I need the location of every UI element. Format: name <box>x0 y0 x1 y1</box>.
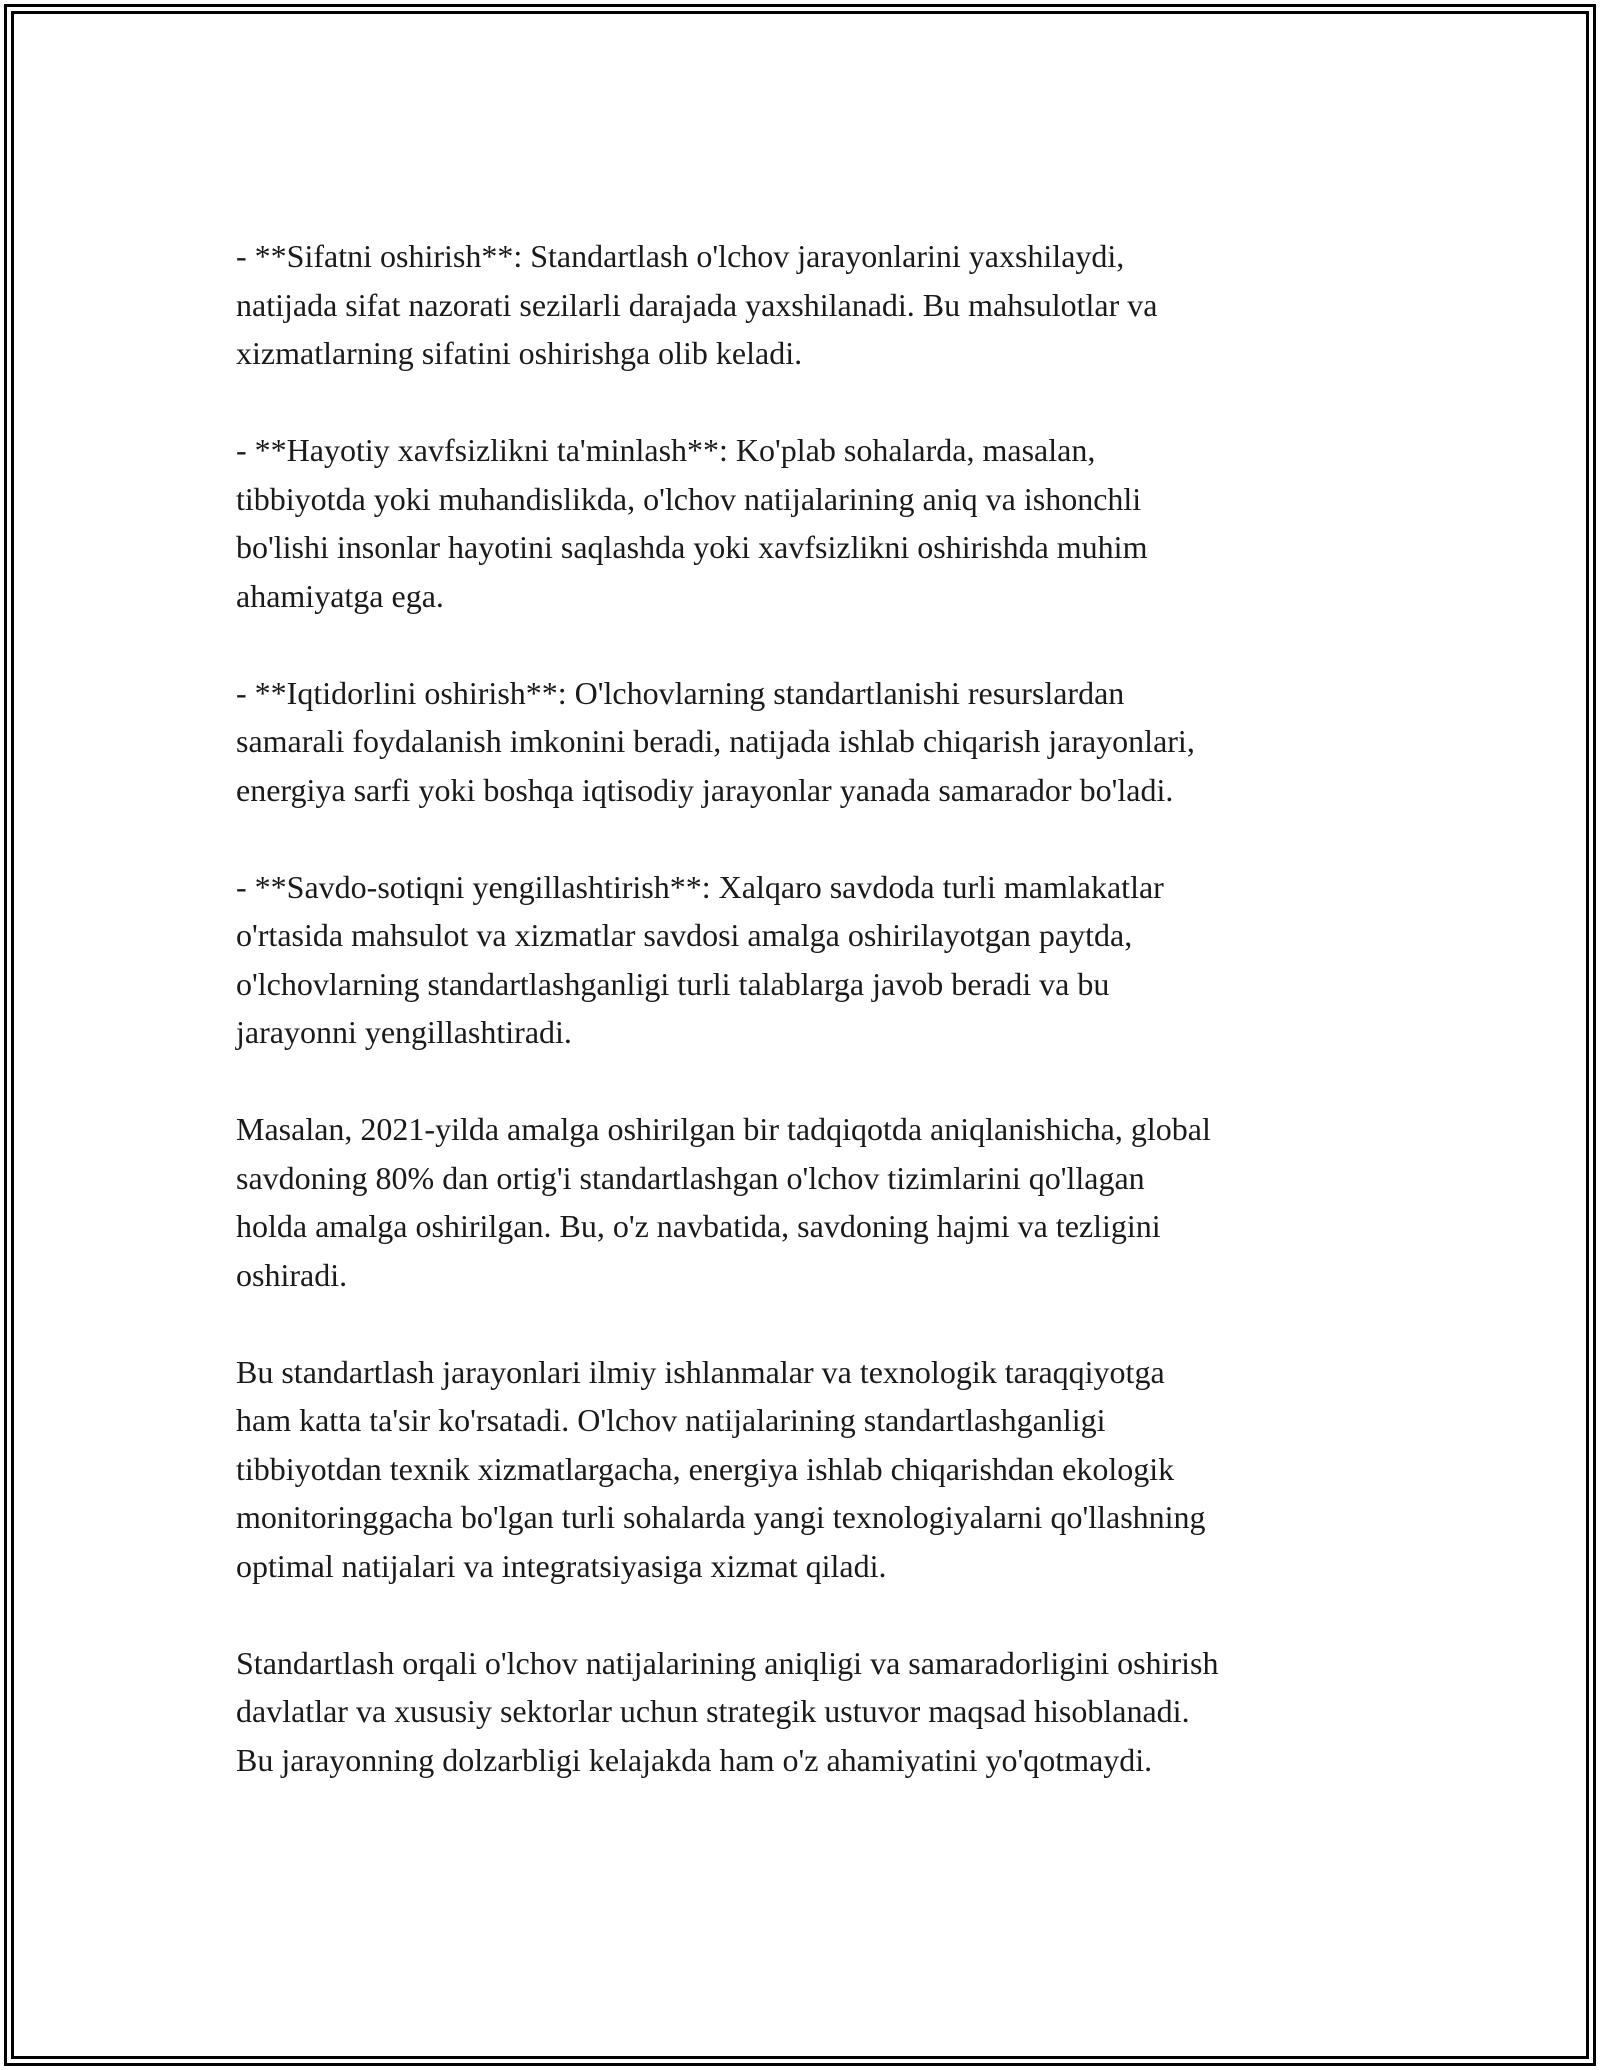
paragraph-safety: - **Hayotiy xavfsizlikni ta'minlash**: Ko'plab sohalarda, masalan, tibbiyotda yoki muhandislikda, o'lchov natijalarining aniq va ishonchli bo'lishi insonlar hayotini saqlashda yoki xavfsizlikni oshirishda muhim ahamiyatga ega. <box>236 432 1148 614</box>
paragraph-efficiency: - **Iqtidorlini oshirish**: O'lchovlarning standartlanishi resurslardan samarali foydalanish imkonini beradi, natijada ishlab chiqarish jarayonlari, energiya sarfi yoki boshqa iqtisodiy jarayonlar yanada samarador bo'ladi. <box>236 674 1195 808</box>
paragraph-conclusion: Standartlash orqali o'lchov natijalarining aniqligi va samaradorligini oshirish davlatlar va xususiy sektorlar uchun strategik ustuvor maqsad hisoblanadi. Bu jarayonning dolzarbligi kelajakda ham o'z ahamiyatini yo'qotmaydi. <box>236 1644 1219 1778</box>
paragraph-trade: - **Savdo-sotiqni yengillashtirish**: Xalqaro savdoda turli mamlakatlar o'rtasida mahsulot va xizmatlar savdosi amalga oshirilayotgan paytda, o'lchovlarning standartlashganligi turli talablarga javob beradi va bu jarayonni yengillashtiradi. <box>236 868 1164 1050</box>
paragraph-example: Masalan, 2021-yilda amalga oshirilgan bir tadqiqotda aniqlanishicha, global savdoning 80% dan ortig'i standartlashgan o'lchov tizimlarini qo'llagan holda amalga oshirilgan. Bu, o'z navbatida, savdoning hajmi va tezligini oshiradi. <box>236 1111 1211 1293</box>
paragraph-technology: Bu standartlash jarayonlari ilmiy ishlanmalar va texnologik taraqqiyotga ham katta ta'sir ko'rsatadi. O'lchov natijalarining standartlashganligi tibbiyotdan texnik xizmatlargacha, energiya ishlab chiqarishdan ekologik monitoringgacha bo'lgan turli sohalarda yangi texnologiyalarni qo'llashning optimal natijalari va integratsiyasiga xizmat qiladi. <box>236 1353 1206 1584</box>
paragraph-quality: - **Sifatni oshirish**: Standartlash o'lchov jarayonlarini yaxshilaydi, natijada sifat nazorati sezilarli darajada yaxshilanadi. Bu mahsulotlar va xizmatlarning sifatini oshirishga olib keladi. <box>236 238 1158 371</box>
document-body <box>236 232 1376 1833</box>
